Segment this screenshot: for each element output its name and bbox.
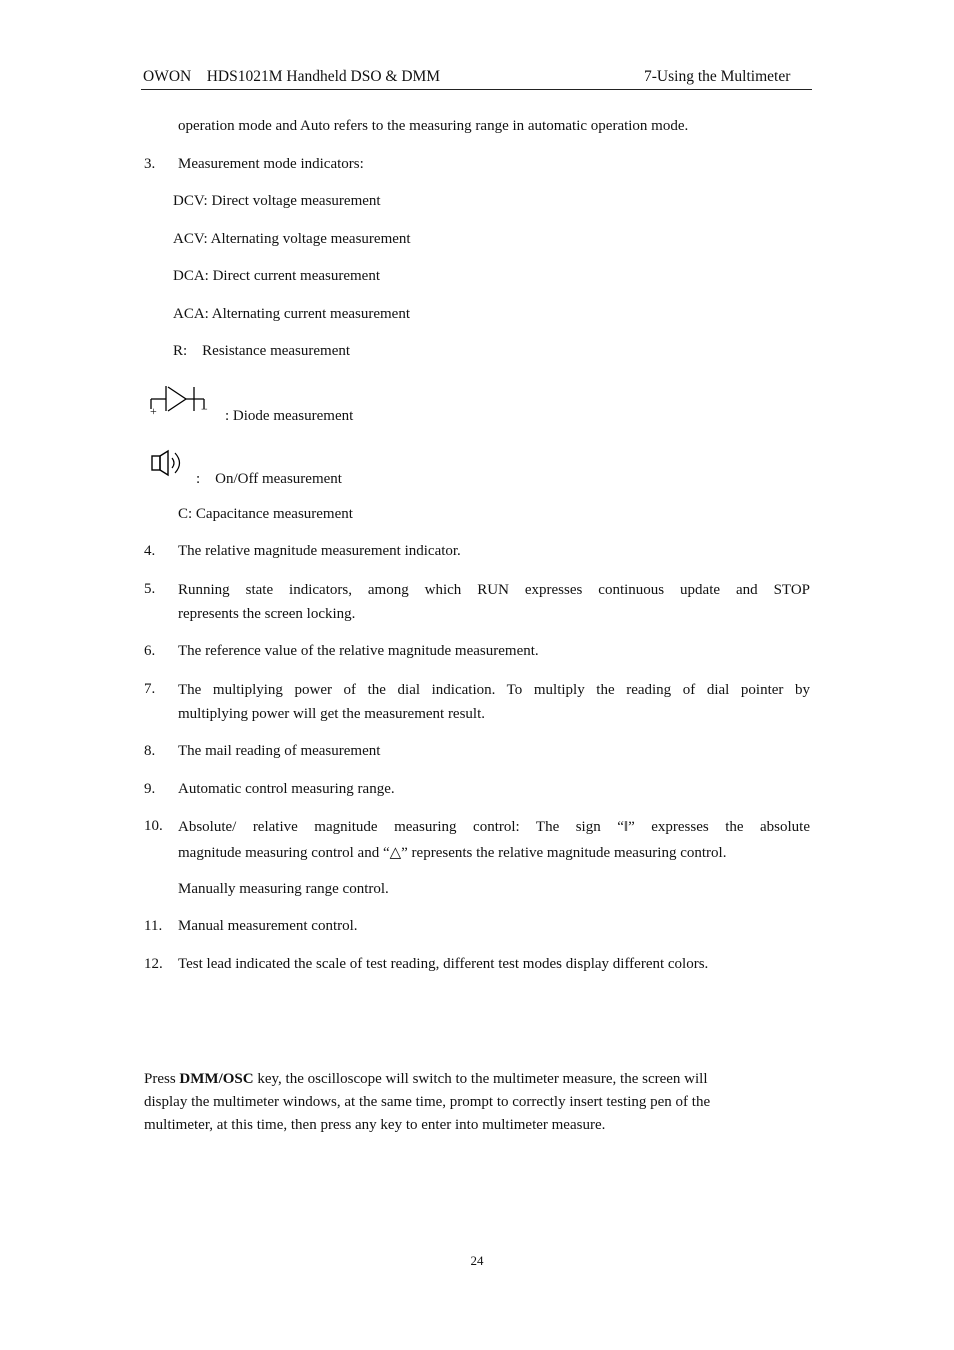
press-paragraph <box>144 1068 810 1137</box>
press-line3: multimeter, at this time, then press any key to enter into multimeter measure. <box>144 1117 606 1133</box>
press-prefix: Press <box>144 1071 180 1087</box>
item-number: 9. <box>144 781 156 797</box>
buzzer-icon <box>148 448 190 478</box>
continuation-text: operation mode and Auto refers to the measuring range in automatic operation mode. <box>178 118 689 134</box>
diode-label: : Diode measurement <box>225 408 354 424</box>
page-number: 24 <box>470 1253 484 1268</box>
item-number: 5. <box>144 581 156 597</box>
item-text: The mail reading of measurement <box>178 743 381 759</box>
mode-capacitance: C: Capacitance measurement <box>178 506 353 522</box>
item-number: 4. <box>144 543 156 559</box>
item-text: Manual measurement control. <box>178 918 358 934</box>
item-text-extra: Manually measuring range control. <box>178 881 389 897</box>
mode-dcv: DCV: Direct voltage measurement <box>173 193 381 209</box>
item-text-line2: magnitude measuring control and “△” represents the relative magnitude measuring control. <box>178 845 727 861</box>
item-text-line2: represents the screen locking. <box>178 606 356 622</box>
item-text: The relative magnitude measurement indicator. <box>178 543 461 559</box>
diode-minus-sign: − <box>201 402 208 416</box>
item-text: Test lead indicated the scale of test reading, different test modes display different colors. <box>178 956 709 972</box>
item-text: The reference value of the relative magnitude measurement. <box>178 643 539 659</box>
item-number: 10. <box>144 818 163 834</box>
mode-resistance: R: Resistance measurement <box>173 343 351 359</box>
item-number: 3. <box>144 156 156 172</box>
mode-aca: ACA: Alternating current measurement <box>173 306 411 322</box>
item-number: 7. <box>144 681 156 697</box>
item-number: 12. <box>144 956 163 972</box>
onoff-label: : On/Off measurement <box>196 471 342 487</box>
mode-acv: ACV: Alternating voltage measurement <box>173 231 411 247</box>
item-text-line2: multiplying power will get the measurement result. <box>178 706 486 722</box>
item-number: 11. <box>144 918 163 934</box>
header-divider <box>141 89 812 90</box>
item-number: 6. <box>144 643 156 659</box>
item-text-line1: Running state indicators, among which RUN expresses continuous update and STOP <box>178 582 810 598</box>
item-text-line1: Absolute/ relative magnitude measuring control: The sign “‖” expresses the absolute <box>178 819 810 835</box>
header-section: 7-Using the Multimeter <box>644 68 791 85</box>
diode-plus-sign: + <box>150 404 157 418</box>
dmm-osc-key: DMM/OSC <box>179 1071 254 1087</box>
header-title: OWON HDS1021M Handheld DSO & DMM <box>143 68 441 85</box>
press-line1-rest: key, the oscilloscope will switch to the multimeter measure, the screen will <box>253 1071 708 1087</box>
press-line1 <box>144 1068 810 1091</box>
item-text-line1: The multiplying power of the dial indication. To multiply the reading of dial pointer by <box>178 682 810 698</box>
item-text: Measurement mode indicators: <box>178 156 364 172</box>
item-number: 8. <box>144 743 156 759</box>
item-text: Automatic control measuring range. <box>178 781 395 797</box>
press-line2: display the multimeter windows, at the same time, prompt to correctly insert testing pen of the <box>144 1094 711 1110</box>
mode-dca: DCA: Direct current measurement <box>173 268 381 284</box>
